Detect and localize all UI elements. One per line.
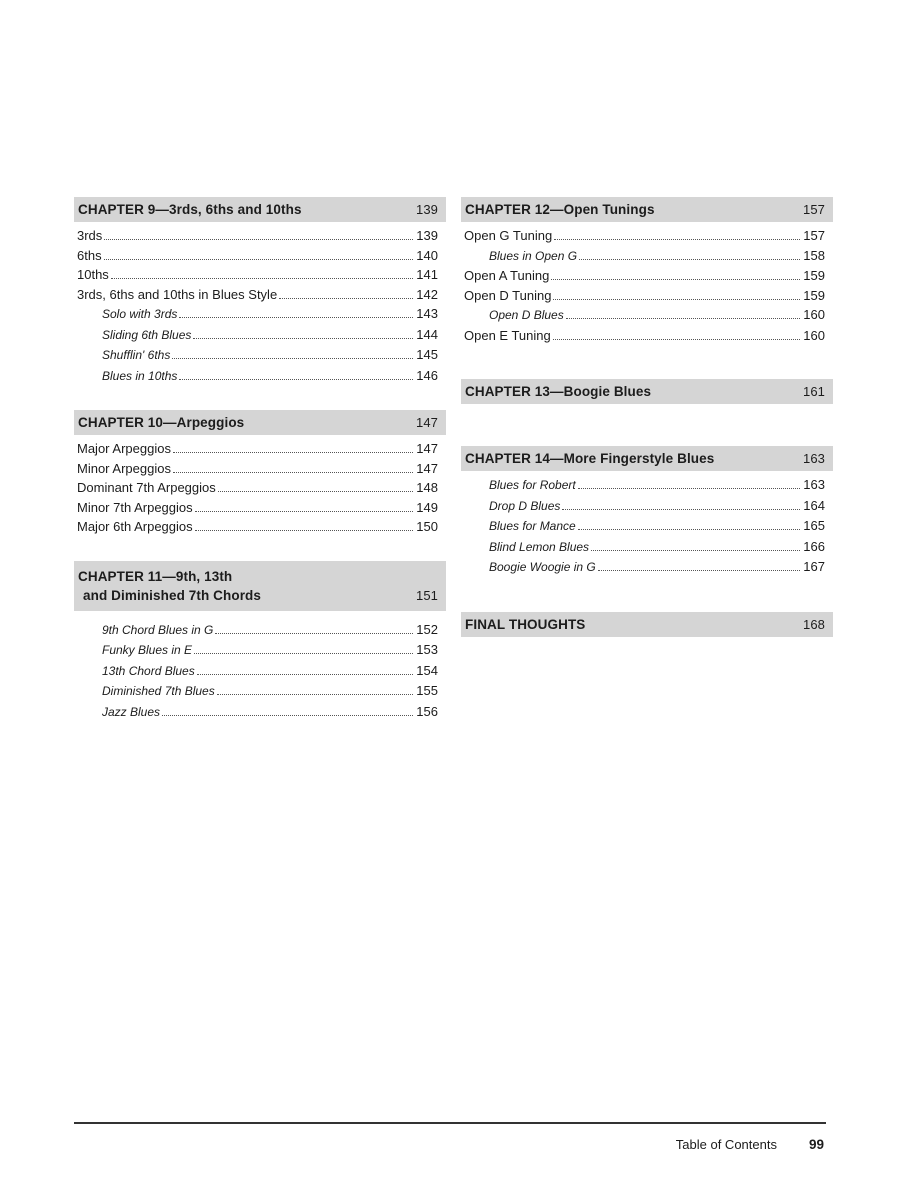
toc-entry[interactable] <box>74 459 446 479</box>
entry-page: 153 <box>416 642 438 657</box>
entry-label: Blues in 10ths <box>102 368 178 383</box>
toc-subentry[interactable] <box>461 516 833 537</box>
toc-entry[interactable] <box>74 517 446 537</box>
chapter-12 <box>461 197 833 345</box>
toc-subentry[interactable] <box>461 537 833 558</box>
toc-subentry[interactable] <box>461 557 833 578</box>
entry-page: 159 <box>803 287 825 303</box>
entry-page: 143 <box>416 306 438 321</box>
toc-subentry[interactable] <box>461 246 833 267</box>
toc-subentry[interactable] <box>74 702 446 723</box>
entry-page: 163 <box>803 477 825 492</box>
entry-label: Open D Tuning <box>464 287 552 303</box>
entry-label: 9th Chord Blues in G <box>102 622 214 637</box>
toc-entry[interactable] <box>74 498 446 518</box>
dot-leader <box>194 653 413 654</box>
toc-subentry[interactable] <box>461 305 833 326</box>
entry-list <box>74 611 446 723</box>
toc-entry[interactable] <box>74 226 446 246</box>
entry-label: Diminished 7th Blues <box>102 684 215 698</box>
page-number: 99 <box>808 1137 824 1152</box>
entry-page: 167 <box>803 559 825 574</box>
dot-leader <box>193 338 413 339</box>
dot-leader <box>104 239 413 240</box>
entry-page: 149 <box>416 499 438 515</box>
dot-leader <box>179 317 413 318</box>
entry-label: Blind Lemon Blues <box>489 539 590 554</box>
toc-entry[interactable] <box>74 246 446 266</box>
toc-entry[interactable] <box>461 226 833 246</box>
toc-subentry[interactable] <box>74 345 446 366</box>
chapter-heading[interactable] <box>461 612 833 637</box>
footer-section-title: Table of Contents <box>675 1137 777 1152</box>
entry-label: Open G Tuning <box>464 228 553 243</box>
toc-subentry[interactable] <box>461 475 833 496</box>
chapter-page: 163 <box>803 451 825 466</box>
chapter-page: 151 <box>416 587 438 603</box>
entry-label: Major Arpeggios <box>77 441 171 456</box>
chapter-title: CHAPTER 14—More Fingerstyle Blues <box>465 451 715 466</box>
dot-leader <box>579 259 800 260</box>
toc-left-column <box>74 197 446 746</box>
toc-subentry[interactable] <box>74 366 446 387</box>
chapter-11 <box>74 561 446 723</box>
entry-label: Shufflin' 6ths <box>102 348 171 362</box>
entry-page: 145 <box>416 347 438 362</box>
entry-label: Minor Arpeggios <box>77 460 171 476</box>
toc-subentry[interactable] <box>74 640 446 661</box>
entry-page: 144 <box>416 326 438 342</box>
chapter-title: CHAPTER 12—Open Tunings <box>465 202 655 217</box>
dot-leader <box>195 511 414 512</box>
entry-page: 158 <box>803 247 825 263</box>
dot-leader <box>173 452 413 453</box>
entry-label: Drop D Blues <box>489 498 561 513</box>
entry-label: Blues in Open G <box>489 248 578 263</box>
page-footer <box>676 1137 824 1152</box>
dot-leader <box>111 278 413 279</box>
entry-label: Minor 7th Arpeggios <box>77 499 193 515</box>
toc-right-column <box>461 197 833 661</box>
entry-page: 159 <box>803 268 825 283</box>
toc-entry[interactable] <box>461 266 833 286</box>
entry-label: Blues for Mance <box>489 519 576 533</box>
chapter-heading[interactable] <box>74 561 446 611</box>
dot-leader <box>591 550 800 551</box>
entry-label: Open A Tuning <box>464 268 550 283</box>
entry-page: 152 <box>416 621 438 637</box>
chapter-title: CHAPTER 9—3rds, 6ths and 10ths <box>78 202 302 217</box>
entry-list <box>74 435 446 537</box>
entry-label: Open E Tuning <box>464 327 551 343</box>
entry-page: 147 <box>416 441 438 456</box>
entry-label: Open D Blues <box>489 308 564 322</box>
chapter-title-line-2: and Diminished 7th Chords <box>83 587 262 603</box>
entry-page: 141 <box>416 267 438 282</box>
toc-subentry[interactable] <box>74 325 446 346</box>
chapter-page: 168 <box>803 616 825 632</box>
entry-label: 10ths <box>77 267 109 282</box>
entry-label: Jazz Blues <box>102 704 161 719</box>
dot-leader <box>553 299 800 300</box>
entry-label: Sliding 6th Blues <box>102 327 192 342</box>
dot-leader <box>217 694 414 695</box>
entry-page: 154 <box>416 662 438 678</box>
chapter-title-line-1: CHAPTER 11—9th, 13th <box>78 568 233 584</box>
entry-label: Boogie Woogie in G <box>489 560 596 574</box>
dot-leader <box>173 472 413 473</box>
dot-leader <box>195 530 414 531</box>
footer-rule <box>74 1122 826 1124</box>
chapter-heading[interactable] <box>74 410 446 435</box>
entry-label: Dominant 7th Arpeggios <box>77 480 216 495</box>
chapter-10 <box>74 410 446 537</box>
chapter-13 <box>461 379 833 404</box>
entry-label: 3rds <box>77 228 103 243</box>
dot-leader <box>179 379 413 380</box>
chapter-heading[interactable] <box>461 197 833 222</box>
entry-page: 164 <box>803 497 825 513</box>
chapter-title: FINAL THOUGHTS <box>465 616 586 632</box>
dot-leader <box>551 279 800 280</box>
dot-leader <box>218 491 414 492</box>
chapter-page: 157 <box>803 202 825 217</box>
entry-label: Blues for Robert <box>489 478 576 492</box>
dot-leader <box>104 259 414 260</box>
entry-page: 156 <box>416 703 438 719</box>
entry-page: 160 <box>803 327 825 343</box>
entry-list <box>461 222 833 345</box>
dot-leader <box>197 674 414 675</box>
entry-page: 160 <box>803 307 825 322</box>
entry-page: 139 <box>416 228 438 243</box>
toc-entry[interactable] <box>461 326 833 346</box>
toc-subentry[interactable] <box>74 681 446 702</box>
entry-page: 165 <box>803 518 825 533</box>
dot-leader <box>578 529 801 530</box>
chapter-heading[interactable] <box>74 197 446 222</box>
chapter-page: 161 <box>803 384 825 399</box>
chapter-title <box>78 567 261 605</box>
dot-leader <box>553 339 801 340</box>
dot-leader <box>215 633 413 634</box>
toc-entry[interactable] <box>74 265 446 285</box>
chapter-title: CHAPTER 10—Arpeggios <box>78 415 245 430</box>
entry-label: Major 6th Arpeggios <box>77 519 193 534</box>
dot-leader <box>172 358 413 359</box>
dot-leader <box>279 298 413 299</box>
entry-list <box>74 222 446 386</box>
chapter-heading[interactable] <box>461 446 833 471</box>
entry-page: 157 <box>803 228 825 243</box>
dot-leader <box>598 570 801 571</box>
chapter-heading[interactable] <box>461 379 833 404</box>
entry-page: 150 <box>416 519 438 534</box>
chapter-page: 147 <box>416 415 438 430</box>
dot-leader <box>578 488 801 489</box>
entry-label: Funky Blues in E <box>102 643 193 657</box>
entry-label: Solo with 3rds <box>102 307 178 321</box>
entry-page: 147 <box>416 460 438 476</box>
chapter-title: CHAPTER 13—Boogie Blues <box>465 384 652 399</box>
dot-leader <box>554 239 800 240</box>
toc-entry[interactable] <box>74 285 446 305</box>
chapter-14 <box>461 446 833 578</box>
dot-leader <box>162 715 413 716</box>
toc-subentry[interactable] <box>461 496 833 517</box>
toc-subentry[interactable] <box>74 661 446 682</box>
entry-page: 166 <box>803 538 825 554</box>
entry-label: 6ths <box>77 247 102 263</box>
entry-page: 146 <box>416 367 438 383</box>
toc-subentry[interactable] <box>74 620 446 641</box>
entry-list <box>461 471 833 578</box>
dot-leader <box>566 318 801 319</box>
toc-entry[interactable] <box>74 439 446 459</box>
toc-entry[interactable] <box>461 286 833 306</box>
entry-label: 13th Chord Blues <box>102 663 195 678</box>
chapter-page: 139 <box>416 202 438 217</box>
entry-page: 155 <box>416 683 438 698</box>
toc-subentry[interactable] <box>74 304 446 325</box>
dot-leader <box>562 509 800 510</box>
toc-entry[interactable] <box>74 478 446 498</box>
entry-page: 148 <box>416 480 438 495</box>
chapter-9 <box>74 197 446 386</box>
entry-label: 3rds, 6ths and 10ths in Blues Style <box>77 286 278 302</box>
entry-page: 140 <box>416 247 438 263</box>
final-thoughts <box>461 612 833 637</box>
entry-page: 142 <box>416 286 438 302</box>
